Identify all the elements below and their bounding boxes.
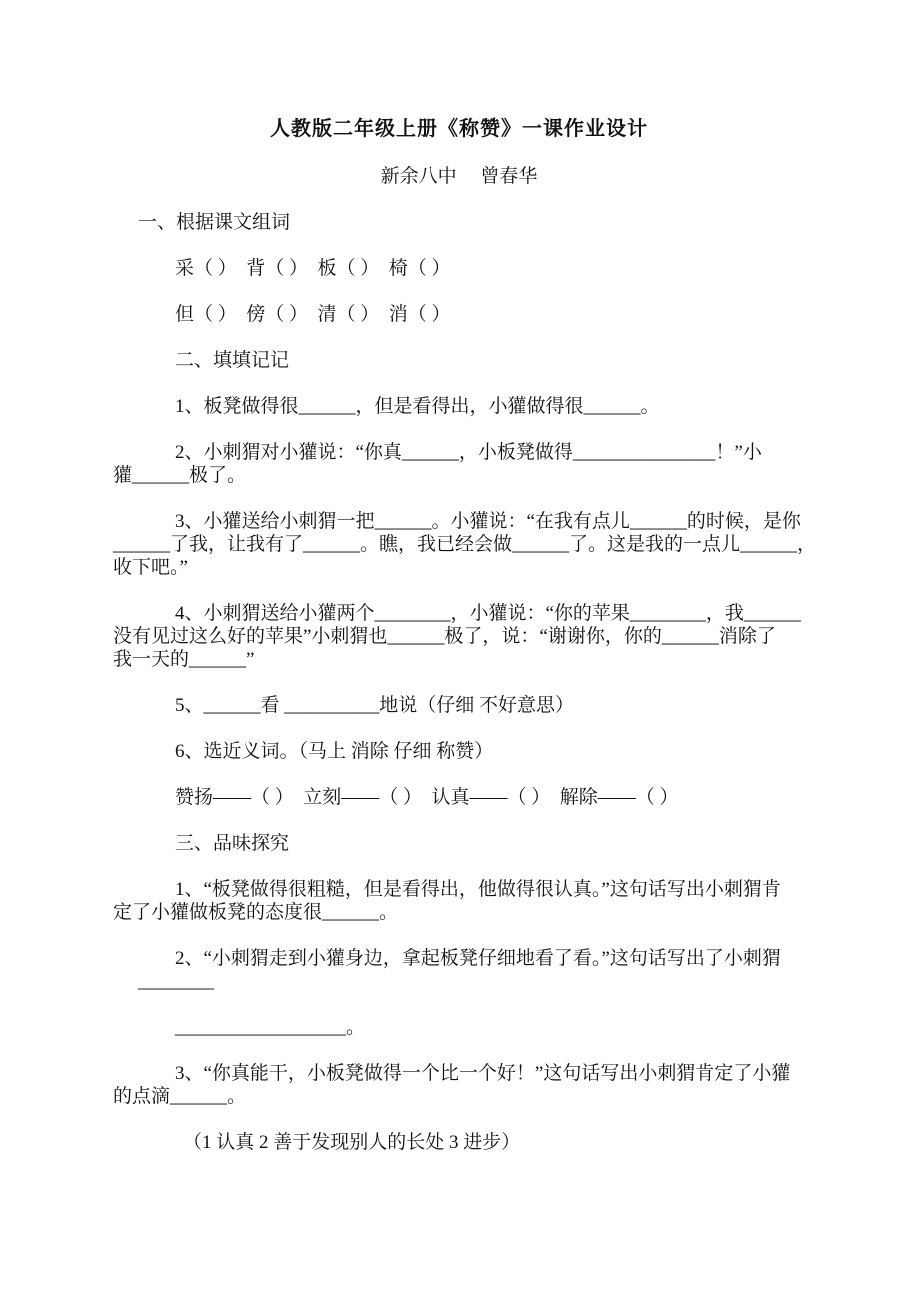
synonym-match-row: 赞扬——（ ） 立刻——（ ） 认真——（ ） 解除——（ ） — [175, 787, 679, 808]
s2-question-5: 5、______看 __________地说（仔细 不好意思） — [175, 695, 575, 716]
s3-answer-blank-line: __________________。 — [175, 1017, 366, 1038]
s3-question-2-line-1: 2、“小刺猬走到小獾身边，拿起板凳仔细地看了看。”这句话写出了小刺猬 — [175, 948, 781, 969]
s2-question-3-line-3: 收下吧。” — [113, 557, 188, 578]
s2-question-4-line-1: 4、小刺猬送给小獾两个________，小獾说：“你的苹果________，我______ — [175, 603, 801, 624]
s2-question-4-line-3: 我一天的______” — [113, 649, 255, 670]
word-fill-row-1: 采（ ） 背（ ） 板（ ） 椅（ ） — [175, 258, 451, 279]
section-3-heading: 三、品味探究 — [175, 833, 290, 854]
document-content — [113, 116, 817, 1154]
s3-question-3-line-2: 的点滴______。 — [113, 1086, 247, 1107]
s3-question-1-line-1: 1、“板凳做得很粗糙，但是看得出，他做得很认真。”这句话写出小刺猬肯 — [175, 879, 781, 900]
s2-question-4-line-2: 没有见过这么好的苹果”小刺猬也______极了，说：“谢谢你，你的______消除了 — [113, 626, 776, 647]
s2-question-6: 6、选近义词。（马上 消除 仔细 称赞） — [175, 741, 494, 762]
section-2-heading: 二、填填记记 — [175, 350, 290, 371]
s3-question-2-blank: ________ — [138, 971, 214, 992]
s2-question-2-line-2: 獾______极了。 — [113, 465, 247, 486]
document-title: 人教版二年级上册《称赞》一课作业设计 — [270, 118, 648, 140]
s2-question-2-line-1: 2、小刺猬对小獾说：“你真______，小板凳做得_______________！”小 — [175, 442, 762, 463]
s3-answer-options: （1 认真 2 善于发现别人的长处 3 进步） — [183, 1132, 521, 1153]
s2-question-3-line-2: ______了我，让我有了______。瞧，我已经会做______了。这是我的一点儿______， — [113, 534, 817, 555]
s2-question-3-line-1: 3、小獾送给小刺猬一把______。小獾说：“在我有点儿______的时候，是你 — [175, 511, 801, 532]
document-byline: 新余八中 曾春华 — [380, 166, 538, 187]
word-fill-row-2: 但（ ） 傍（ ） 清（ ） 消（ ） — [175, 304, 451, 325]
s3-question-1-line-2: 定了小獾做板凳的态度很______。 — [113, 902, 399, 923]
section-1-heading: 一、根据课文组词 — [138, 212, 291, 233]
s2-question-1: 1、板凳做得很______，但是看得出，小獾做得很______。 — [175, 396, 660, 417]
s3-question-3-line-1: 3、“你真能干，小板凳做得一个比一个好！”这句话写出小刺猬肯定了小獾 — [175, 1063, 791, 1084]
